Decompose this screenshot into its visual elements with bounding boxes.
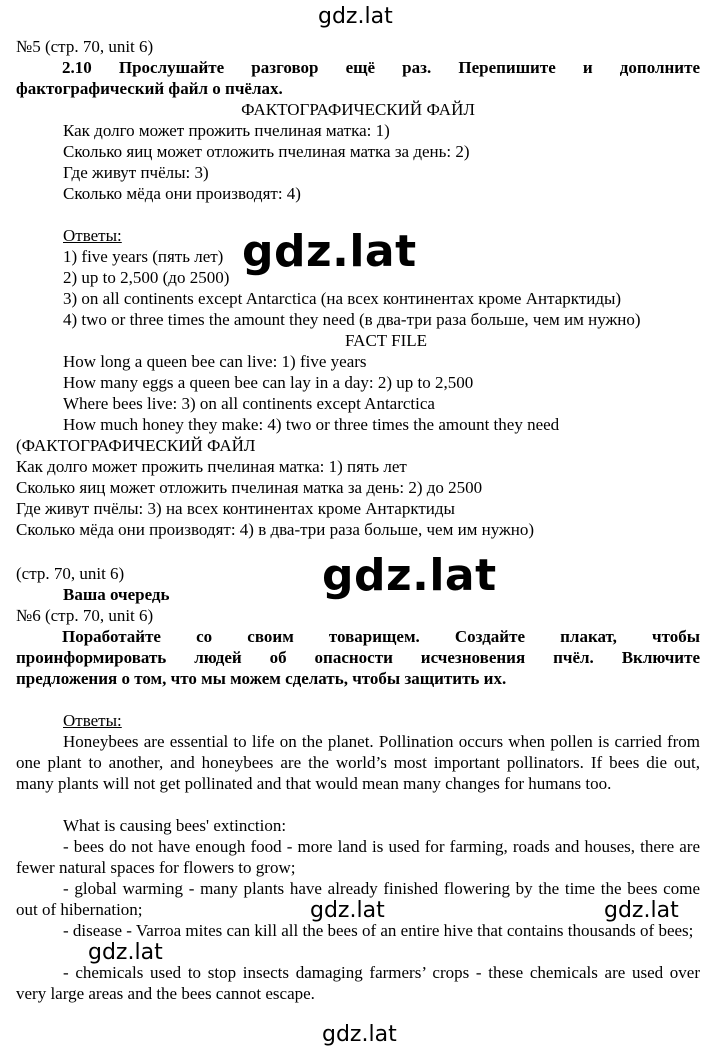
ex5-ru-title: ФАКТОГРАФИЧЕСКИЙ ФАЙЛ [241, 100, 475, 119]
ex6-cause-title: What is causing bees' extinction: [63, 816, 287, 835]
ex6-section-title: Ваша очередь [63, 585, 170, 604]
watermark-mid1: gdz.lat [242, 226, 417, 277]
watermark-low2: gdz.lat [604, 898, 679, 923]
ex5-ru-translation: Где живут пчёлы: 3) на всех континентах кроме Антарктиды [16, 499, 455, 518]
ex5-answers-label: Ответы: [63, 226, 122, 245]
ex5-ru-translation: Как долго может прожить пчелиная матка: 1) пять лет [16, 457, 407, 476]
ex5-en-fact: How many eggs a queen bee can lay in a day: 2) up to 2,500 [63, 373, 474, 392]
ex5-header: №5 (стр. 70, unit 6) [16, 37, 154, 56]
watermark-mid2: gdz.lat [322, 550, 497, 601]
ex5-en-fact: Where bees live: 3) on all continents except Antarctica [63, 394, 435, 413]
ex5-task-line1: 2.10 Прослушайте разговор ещё раз. Перепишите и дополните [62, 58, 700, 77]
ex6-cause: - global warming - many plants have already finished flowering by the time the bees come out of hibernation; [16, 879, 700, 919]
ex5-ru-translation: Сколько яиц может отложить пчелиная матка за день: 2) до 2500 [16, 478, 483, 497]
watermark-top: gdz.lat [318, 4, 393, 29]
ex5-ru-translation: (ФАКТОГРАФИЧЕСКИЙ ФАЙЛ [16, 436, 256, 455]
ex5-answer: 4) two or three times the amount they need (в два-три раза больше, чем им нужно) [63, 310, 641, 329]
ex6-cause: - bees do not have enough food - more land is used for farming, roads and houses, there are fewer natural spaces for flowers to grow; [16, 837, 700, 877]
ex5-ru-question: Сколько мёда они производят: 4) [63, 184, 301, 203]
ex5-en-fact: How much honey they make: 4) two or three times the amount they need [63, 415, 560, 434]
watermark-low1: gdz.lat [310, 898, 385, 923]
ex5-answer: 3) on all continents except Antarctica (на всех континентах кроме Антарктиды) [63, 289, 622, 308]
watermark-low3: gdz.lat [88, 940, 163, 965]
ex6-header: №6 (стр. 70, unit 6) [16, 606, 154, 625]
ex5-answer: 2) up to 2,500 (до 2500) [63, 268, 230, 287]
ex6-task-line1: Поработайте со своим товарищем. Создайте плакат, чтобы [62, 627, 700, 646]
ex5-en-title: FACT FILE [344, 331, 428, 350]
ex6-cause: - chemicals used to stop insects damaging farmers’ crops - these chemicals are used over very large areas and the bees cannot escape. [16, 963, 700, 1003]
ex5-task-line2: фактографический файл о пчёлах. [16, 79, 283, 98]
ex6-cause: - disease - Varroa mites can kill all the bees of an entire hive that contains thousands of bees; [63, 921, 694, 940]
ex6-task-line3: предложения о том, что мы можем сделать, чтобы защитить их. [16, 669, 507, 688]
ex6-answers-label: Ответы: [63, 711, 122, 730]
ex5-ru-translation: Сколько мёда они производят: 4) в два-три раза больше, чем им нужно) [16, 520, 535, 539]
watermark-bottom: gdz.lat [322, 1022, 397, 1047]
ex6-ref: (стр. 70, unit 6) [16, 564, 125, 583]
ex6-task-line2: проинформировать людей об опасности исчезновения пчёл. Включите [16, 648, 700, 667]
ex5-ru-question: Как долго может прожить пчелиная матка: 1) [63, 121, 390, 140]
ex5-en-fact: How long a queen bee can live: 1) five years [63, 352, 367, 371]
ex5-ru-question: Где живут пчёлы: 3) [63, 163, 209, 182]
ex5-ru-question: Сколько яиц может отложить пчелиная матка за день: 2) [63, 142, 470, 161]
ex6-intro: Honeybees are essential to life on the planet. Pollination occurs when pollen is carried from one plant to another, and honeybees are the world’s most important pollinators. If bees die out, many plants will not get pollinated and that would mean many changes for humans too. [16, 732, 700, 793]
ex5-answer: 1) five years (пять лет) [63, 247, 224, 266]
